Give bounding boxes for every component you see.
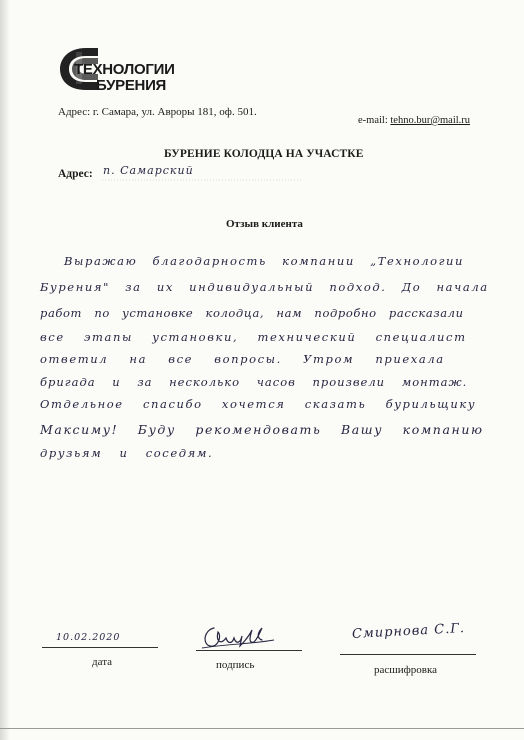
review-line: Максиму! Буду рекомендовать Вашу компанию: [40, 422, 484, 437]
signature-line: [196, 650, 302, 651]
email-link[interactable]: tehno.bur@mail.ru: [390, 115, 471, 126]
document-title: БУРЕНИЕ КОЛОДЦА НА УЧАСТКЕ: [164, 148, 364, 160]
date-line: [42, 647, 158, 648]
scan-edge-shadow: [0, 0, 10, 740]
company-email: [358, 115, 470, 126]
review-line: бригада и за несколько часов произвели монтаж.: [40, 375, 468, 389]
review-line: друзьям и соседям.: [40, 446, 214, 460]
logo-text-line2: БУРЕНИЯ: [96, 77, 167, 94]
review-line: Бурения" за их индивидуальный подход. До начала: [40, 280, 489, 294]
address-label: Адрес:: [58, 168, 93, 180]
page-bottom-line: [0, 728, 524, 729]
company-address: Адрес: г. Самара, ул. Авроры 181, оф. 501.: [58, 106, 257, 118]
email-label: e-mail:: [358, 115, 388, 126]
logo-text-line1: ТЕХНОЛОГИИ: [74, 61, 175, 78]
decode-line: [340, 654, 476, 655]
review-line: все этапы установки, технический специалист: [40, 330, 467, 344]
date-caption: дата: [92, 656, 113, 668]
signature-handwritten-icon: [196, 618, 276, 652]
review-line: работ по установке колодца, нам подробно рассказали: [40, 306, 464, 320]
review-title: Отзыв клиента: [226, 218, 303, 230]
address-underline: [102, 178, 302, 182]
signature-caption: подпись: [216, 659, 255, 671]
review-line: ответил на все вопросы. Утром приехала: [40, 352, 445, 366]
decode-caption: расшифровка: [374, 664, 438, 676]
decode-handwritten-value: Смирнова С.Г.: [351, 621, 466, 642]
review-line: Выражаю благодарность компании „Технологии: [64, 254, 465, 268]
review-line: Отдельное спасибо хочется сказать бурильщику: [40, 397, 477, 411]
date-handwritten-value: 10.02.2020: [56, 632, 121, 643]
address-handwritten-value: п. Самарский: [103, 164, 194, 177]
